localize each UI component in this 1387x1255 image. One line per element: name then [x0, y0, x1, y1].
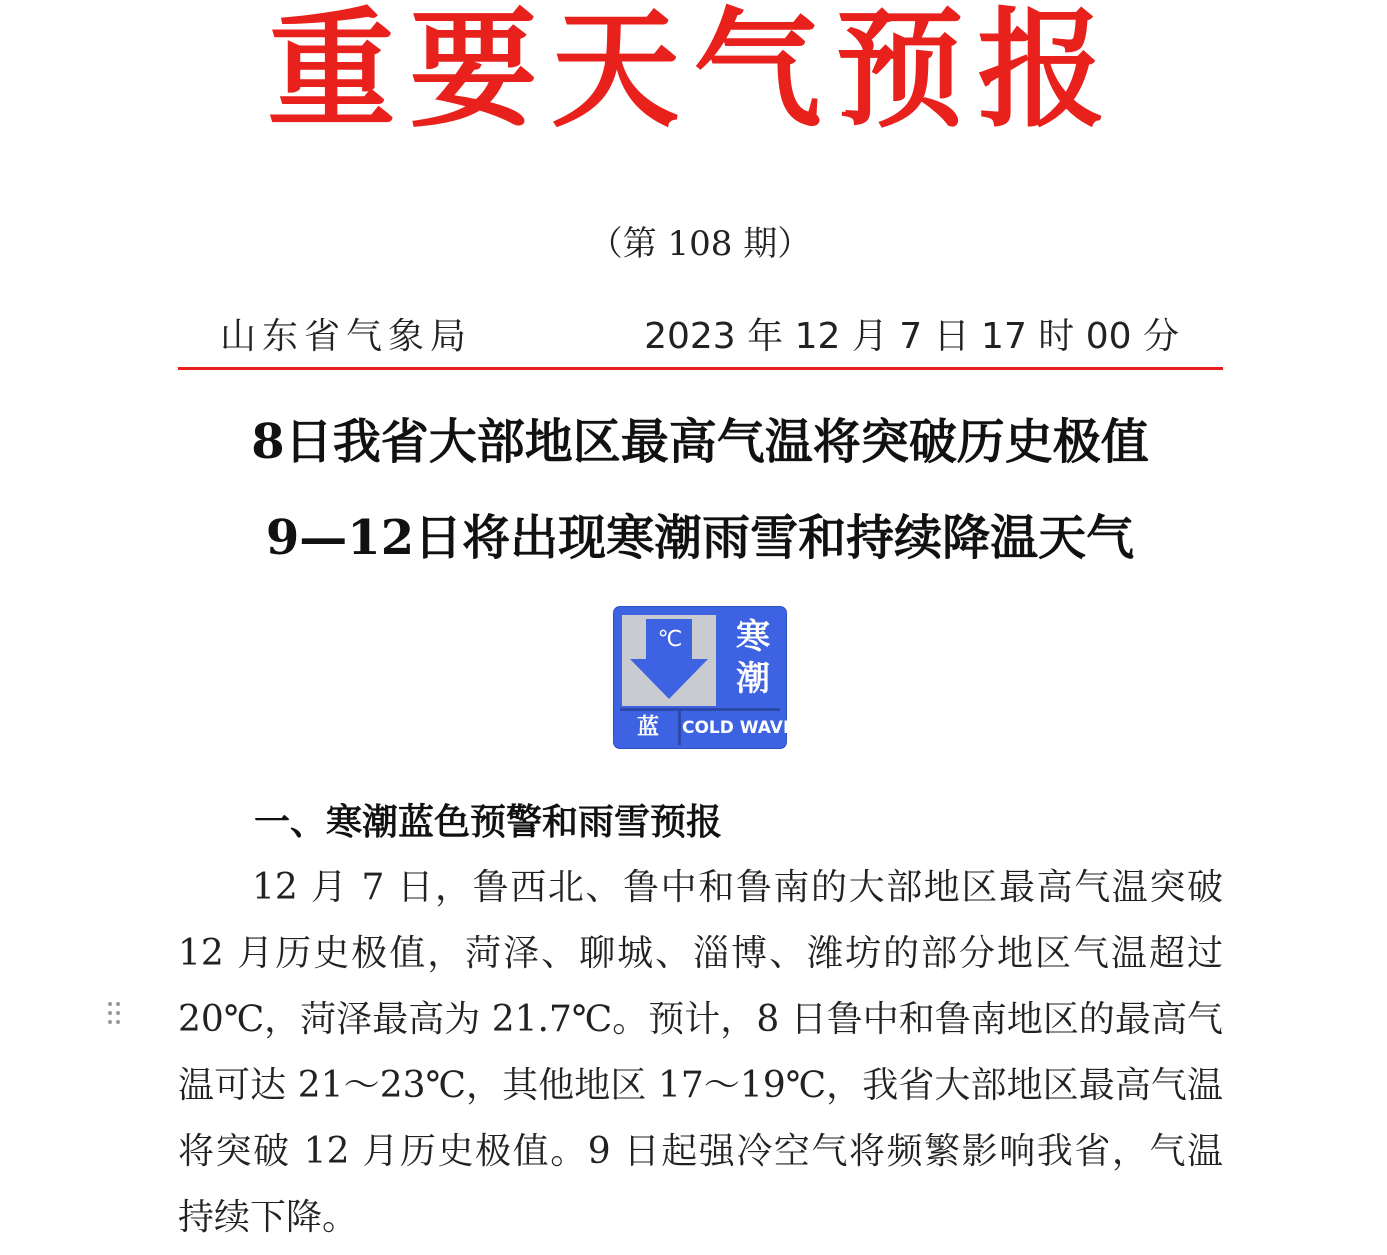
warning-icon-panel — [622, 615, 716, 706]
body-paragraph-line: 12 月历史极值，菏泽、聊城、淄博、潍坊的部分地区气温超过 — [178, 933, 1223, 974]
headline-line-2: 9—12日将出现寒潮雨雪和持续降温天气 — [265, 510, 1135, 566]
section-heading: 一、寒潮蓝色预警和雨雪预报 — [254, 801, 723, 843]
red-divider — [178, 367, 1223, 370]
masthead-title: 重要天气预报 — [267, 0, 1120, 145]
issue-datetime: 2023 年 12 月 7 日 17 时 00 分 — [644, 316, 1179, 357]
warning-english-label: COLD WAVE — [682, 718, 795, 738]
warning-divider-horizontal — [620, 708, 780, 711]
body-paragraph-line: 20℃，菏泽最高为 21.7℃。预计，8 日鲁中和鲁南地区的最高气 — [178, 999, 1223, 1040]
drag-handle-icon[interactable] — [106, 999, 122, 1027]
cold-wave-warning-sign — [614, 607, 795, 748]
celsius-symbol: ℃ — [657, 627, 683, 652]
headline-line-1: 8日我省大部地区最高气温将突破历史极值 — [251, 414, 1149, 470]
body-paragraph-line: 持续下降。 — [178, 1197, 359, 1238]
warning-char-top: 寒 — [736, 617, 770, 657]
body-paragraph-line: 温可达 21～23℃，其他地区 17～19℃，我省大部地区最高气温 — [178, 1065, 1223, 1106]
warning-divider-vertical — [678, 711, 681, 745]
warning-char-bottom: 潮 — [736, 659, 770, 699]
issue-number: （第 108 期） — [588, 224, 812, 264]
body-paragraph-line: 12 月 7 日，鲁西北、鲁中和鲁南的大部地区最高气温突破 — [252, 867, 1223, 908]
warning-level: 蓝 — [636, 715, 659, 740]
issuer-name: 山东省气象局 — [220, 316, 473, 357]
body-paragraph-line: 将突破 12 月历史极值。9 日起强冷空气将频繁影响我省，气温 — [178, 1131, 1223, 1172]
